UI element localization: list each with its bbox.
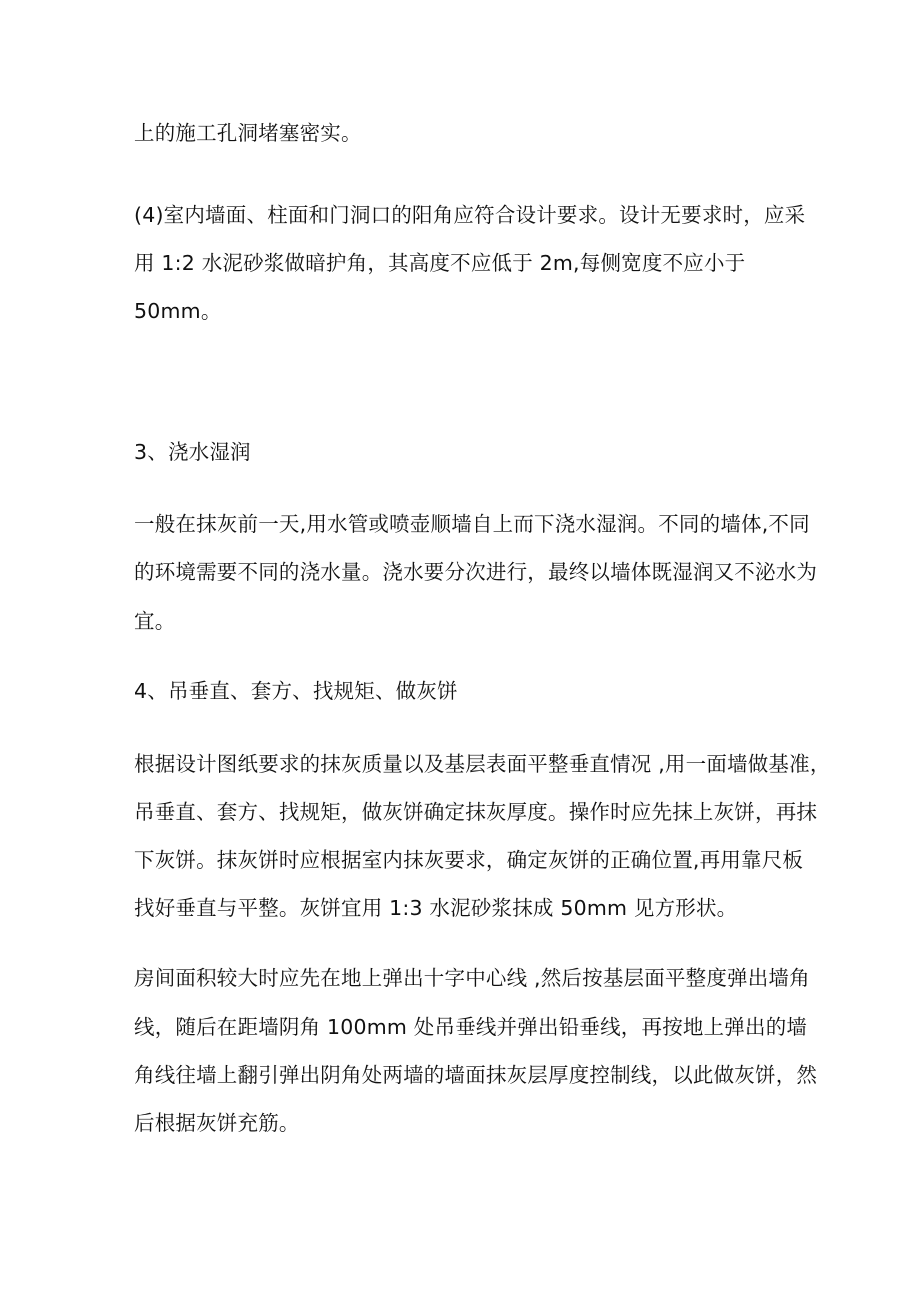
paragraph-line: 下灰饼。抹灰饼时应根据室内抹灰要求，确定灰饼的正确位置,再用靠尺板 (134, 848, 804, 872)
section-heading: 3、浇水湿润 (134, 440, 251, 464)
section-heading: 4、吊垂直、套方、找规矩、做灰饼 (134, 679, 458, 703)
paragraph-line: 上的施工孔洞堵塞密实。 (134, 121, 362, 145)
paragraph-line: 房间面积较大时应先在地上弹出十字中心线 ,然后按基层面平整度弹出墙角 (134, 966, 810, 990)
paragraph-line: 宜。 (134, 609, 176, 633)
paragraph-line: 线，随后在距墙阴角 100mm 处吊垂线并弹出铅垂线，再按地上弹出的墙 (134, 1015, 808, 1039)
paragraph-line: 用 1:2 水泥砂浆做暗护角，其高度不应低于 2m,每侧宽度不应小于 (134, 251, 746, 275)
paragraph-line: 找好垂直与平整。灰饼宜用 1:3 水泥砂浆抹成 50mm 见方形状。 (134, 896, 738, 920)
paragraph-line: 后根据灰饼充筋。 (134, 1111, 300, 1135)
paragraph-line: 一般在抹灰前一天,用水管或喷壶顺墙自上而下浇水湿润。不同的墙体,不同 (134, 512, 810, 536)
paragraph-line: 吊垂直、套方、找规矩，做灰饼确定抹灰厚度。操作时应先抹上灰饼，再抹 (134, 800, 818, 824)
paragraph-line: 的环境需要不同的浇水量。浇水要分次进行，最终以墙体既湿润又不泌水为 (134, 560, 818, 584)
paragraph-line: 角线往墙上翻引弹出阴角处两墙的墙面抹灰层厚度控制线，以此做灰饼，然 (134, 1063, 818, 1087)
paragraph-line: (4)室内墙面、柱面和门洞口的阳角应符合设计要求。设计无要求时，应采 (134, 203, 806, 227)
paragraph-line: 根据设计图纸要求的抹灰质量以及基层表面平整垂直情况 ,用一面墙做基准， (134, 752, 831, 776)
paragraph-line: 50mm。 (134, 299, 222, 323)
